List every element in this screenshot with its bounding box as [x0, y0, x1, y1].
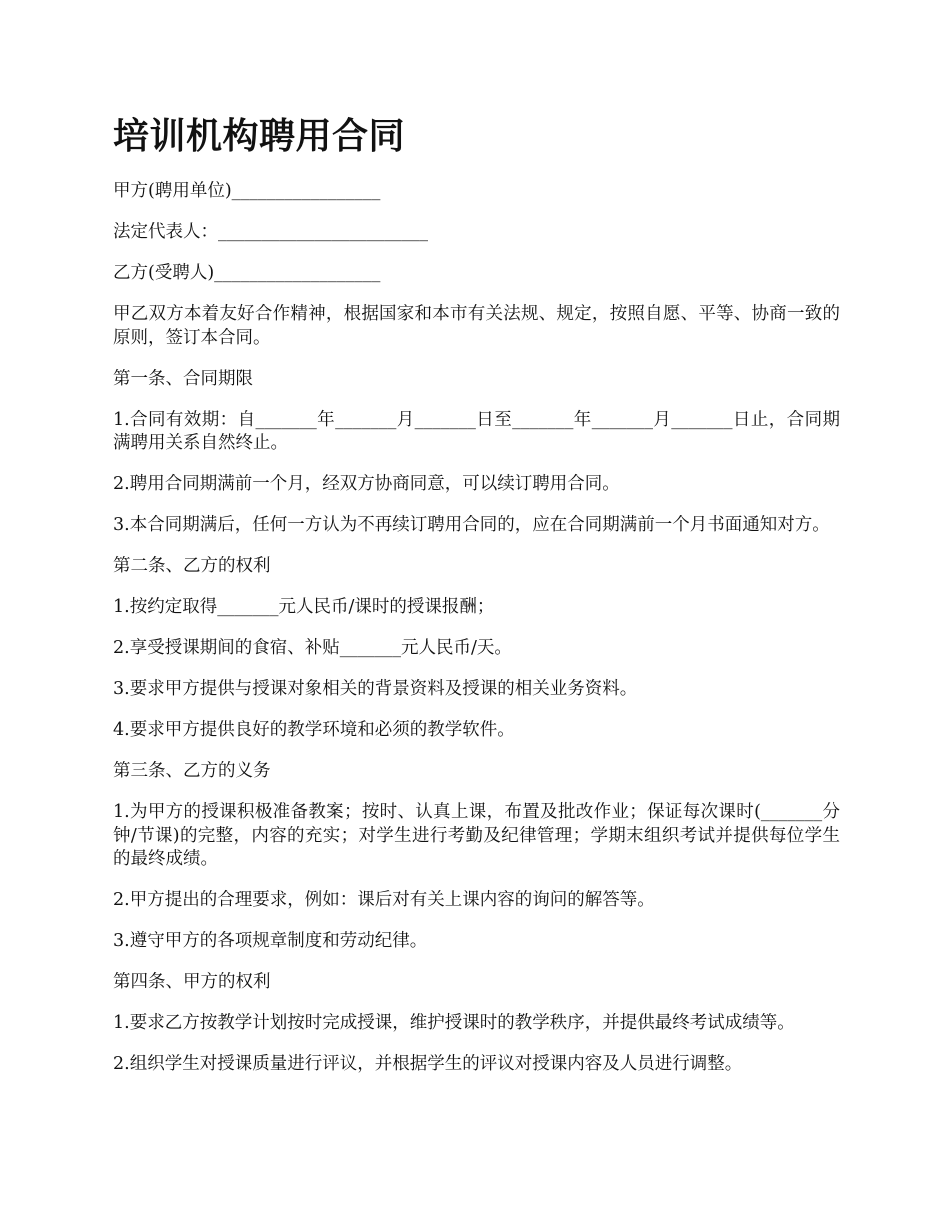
article-2-clause-3: 3.要求甲方提供与授课对象相关的背景资料及授课的相关业务资料。 — [113, 679, 638, 699]
article-2-clause-2: 2.享受授课期间的食宿、补贴_______元人民币/天。 — [113, 638, 512, 658]
legal-representative-line: 法定代表人：________________________ — [113, 222, 428, 242]
article-4-clause-2: 2.组织学生对授课质量进行评议，并根据学生的评议对授课内容及人员进行调整。 — [113, 1054, 743, 1074]
article-3-heading: 第三条、乙方的义务 — [113, 761, 271, 781]
party-b-line: 乙方(受聘人)___________________ — [113, 263, 381, 283]
party-a-line: 甲方(聘用单位)_________________ — [113, 181, 381, 201]
article-2-clause-1: 1.按约定取得_______元人民币/课时的授课报酬； — [113, 597, 495, 617]
article-1-clause-1: 1.合同有效期：自_______年_______月_______日至_______年_______月_______日止，合同期满聘用关系自然终止。 — [113, 409, 840, 453]
document-title: 培训机构聘用合同 — [113, 115, 406, 157]
preamble-paragraph: 甲乙双方本着友好合作精神，根据国家和本市有关法规、规定，按照自愿、平等、协商一致的原则，签订本合同。 — [113, 304, 840, 348]
article-3-clause-2: 2.甲方提出的合理要求，例如：课后对有关上课内容的询问的解答等。 — [113, 890, 655, 910]
article-3-clause-1: 1.为甲方的授课积极准备教案；按时、认真上课，布置及批改作业；保证每次课时(_______分钟/节课)的完整，内容的充实；对学生进行考勤及纪律管理；学期末组织考试并提供每位学生的最终成绩。 — [113, 802, 840, 869]
article-2-clause-4: 4.要求甲方提供良好的教学环境和必须的教学软件。 — [113, 720, 515, 740]
article-1-clause-3: 3.本合同期满后，任何一方认为不再续订聘用合同的，应在合同期满前一个月书面通知对方。 — [113, 515, 830, 535]
article-4-clause-1: 1.要求乙方按教学计划按时完成授课，维护授课时的教学秩序，并提供最终考试成绩等。 — [113, 1013, 795, 1033]
article-1-heading: 第一条、合同期限 — [113, 368, 253, 389]
article-1-clause-2: 2.聘用合同期满前一个月，经双方协商同意，可以续订聘用合同。 — [113, 474, 620, 494]
article-2-heading: 第二条、乙方的权利 — [113, 556, 271, 576]
document-page — [113, 112, 840, 1094]
article-4-heading: 第四条、甲方的权利 — [113, 972, 271, 992]
article-3-clause-3: 3.遵守甲方的各项规章制度和劳动纪律。 — [113, 931, 428, 951]
